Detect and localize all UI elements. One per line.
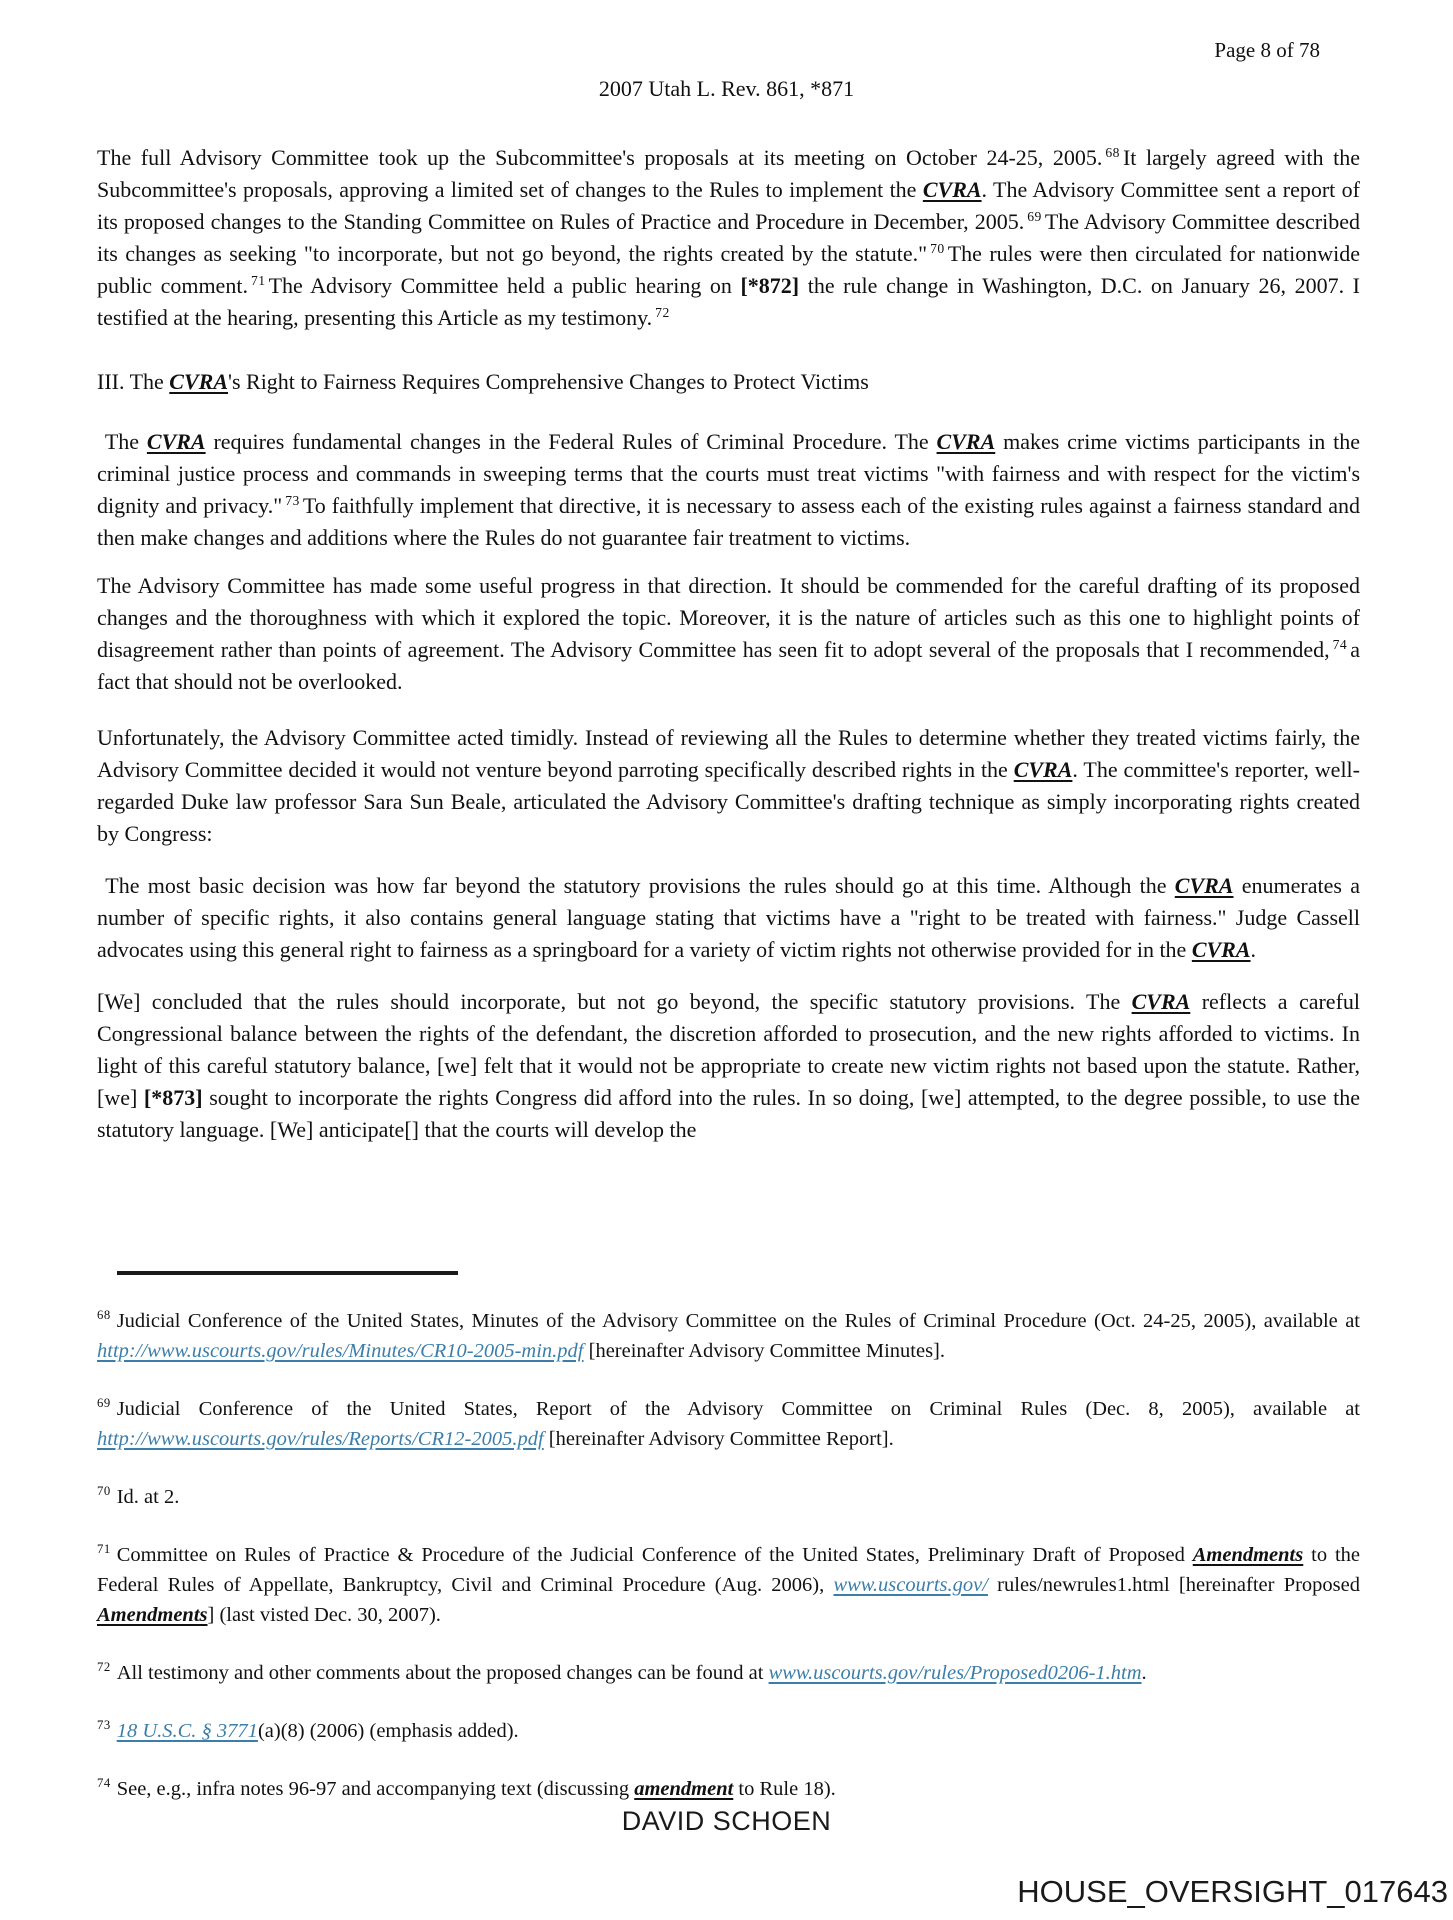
page-marker: [*873] <box>143 1085 203 1110</box>
footnote-number: 71 <box>97 1542 111 1557</box>
text-run: The Advisory Committee described its changes as seeking "to incorporate, but not go beyond, the rights created by the statute." <box>97 209 1360 266</box>
text-run: enumerates a number of specific rights, it also contains general language stating that victims have a "right to be treated with fairness." Judge Cassell advocates using this general right to fairness as a springboard for a variety of victim rights not otherwise provided for in the <box>97 873 1361 962</box>
text-run: requires fundamental changes in the Federal Rules of Criminal Procedure. The <box>205 429 937 454</box>
emphasized-term: CVRA <box>922 177 982 202</box>
text-run: [hereinafter Advisory Committee Report]. <box>543 1428 894 1450</box>
text-run: to Rule 18). <box>733 1778 836 1800</box>
footnote-number: 73 <box>97 1718 111 1733</box>
page-number-label: Page 8 of 78 <box>1214 38 1320 62</box>
text-run: . <box>1250 937 1257 962</box>
emphasized-term: CVRA <box>146 429 206 454</box>
text-run: [We] concluded that the rules should incorporate, but not go beyond, the specific statutory provisions. The <box>97 989 1132 1014</box>
emphasized-term: CVRA <box>1131 989 1191 1014</box>
footnote-number: 68 <box>97 1308 111 1323</box>
emphasized-term: CVRA <box>1191 937 1251 962</box>
text-run: III. The <box>97 369 170 394</box>
hyperlink[interactable]: http://www.uscourts.gov/rules/Minutes/CR10-2005-min.pdf <box>97 1340 584 1362</box>
footnote-reference: 73 <box>285 492 300 508</box>
text-run: rules/newrules1.html [hereinafter Proposed <box>987 1574 1360 1596</box>
text-run: Committee on Rules of Practice & Procedure of the Judicial Conference of the United States, Preliminary Draft of Proposed <box>116 1544 1193 1566</box>
text-run: sought to incorporate the rights Congress did afford into the rules. In so doing, [we] attempted, to the degree possible, to use the statutory language. [We] anticipate[] that the courts will develop the <box>97 1085 1360 1142</box>
hyperlink[interactable]: www.uscourts.gov/ <box>833 1574 988 1596</box>
text-run: . The committee's reporter, well-regarded Duke law professor Sara Sun Beale, articulated the Advisory Committee's drafting technique as simply incorporating rights created by Congress: <box>97 757 1361 846</box>
footnote-number: 72 <box>97 1660 111 1675</box>
footnote <box>97 1774 1360 1804</box>
text-run: The <box>97 429 147 454</box>
text-run: It largely agreed with the Subcommittee's proposals, approving a limited set of changes to the Rules to implement the <box>97 145 1360 202</box>
paragraph <box>97 870 1360 966</box>
emphasized-term: CVRA <box>169 369 228 394</box>
text-run: to the Federal Rules of Appellate, Bankruptcy, Civil and Criminal Procedure (Aug. 2006), <box>97 1544 1360 1596</box>
text-run: Judicial Conference of the United States, Report of the Advisory Committee on Criminal Rules (Dec. 8, 2005), available at <box>116 1398 1360 1420</box>
text-run: Judicial Conference of the United States, Minutes of the Advisory Committee on the Rules of Criminal Procedure (Oct. 24-25, 2005), available at <box>116 1310 1360 1332</box>
bates-number: HOUSE_OVERSIGHT_017643 <box>1017 1874 1448 1909</box>
emphasized-term: amendment <box>634 1778 734 1800</box>
emphasized-term: CVRA <box>1174 873 1234 898</box>
footnote-reference: 72 <box>655 304 670 320</box>
text-run: Unfortunately, the Advisory Committee acted timidly. Instead of reviewing all the Rules to determine whether they treated victims fairly, the Advisory Committee decided it would not venture beyond parroting specifically described rights in the <box>97 725 1360 782</box>
footnote-reference: 71 <box>250 272 266 288</box>
emphasized-term: CVRA <box>936 429 996 454</box>
hyperlink[interactable]: http://www.uscourts.gov/rules/Reports/CR12-2005.pdf <box>97 1428 544 1450</box>
text-run: The Advisory Committee held a public hearing on <box>268 273 741 298</box>
text-run: To faithfully implement that directive, it is necessary to assess each of the existing rules against a fairness standard and then make changes and additions where the Rules do not guarantee fair treatment to victims. <box>97 493 1360 550</box>
footnote <box>97 1482 1360 1512</box>
footnote <box>97 1394 1360 1454</box>
emphasized-term: Amendments <box>97 1604 208 1626</box>
footnote-number: 69 <box>97 1396 111 1411</box>
footnote-number: 74 <box>97 1776 111 1791</box>
footnote <box>97 1306 1360 1366</box>
text-run: a fact that should not be overlooked. <box>97 637 1360 694</box>
text-run: . <box>1141 1662 1147 1684</box>
text-run: All testimony and other comments about the proposed changes can be found at <box>116 1662 769 1684</box>
page-marker: [*872] <box>740 273 800 298</box>
text-run: Id. at 2. <box>116 1486 180 1508</box>
footnote-reference: 70 <box>930 240 945 256</box>
footnote <box>97 1540 1360 1630</box>
paragraph <box>97 142 1360 334</box>
footnotes <box>97 1306 1360 1832</box>
paragraph <box>97 570 1360 698</box>
hyperlink[interactable]: www.uscourts.gov/rules/Proposed0206-1.htm <box>768 1662 1142 1684</box>
footnote-reference: 74 <box>1332 636 1348 652</box>
text-run: The rules were then circulated for nationwide public comment. <box>97 241 1360 298</box>
text-run: reflects a careful Congressional balance between the rights of the defendant, the discretion afforded to prosecution, and the new rights afforded to victims. In light of this careful statutory balance, [we] felt that it would not be appropriate to create new victim rights not based upon the statute. Rather, [we] <box>97 989 1361 1110</box>
citation-header: 2007 Utah L. Rev. 861, *871 <box>598 76 855 101</box>
document-body <box>97 142 1360 1146</box>
hyperlink[interactable]: 18 U.S.C. § 3771 <box>116 1720 258 1742</box>
paragraph <box>97 426 1360 554</box>
emphasized-term: CVRA <box>1013 757 1073 782</box>
footnote-reference: 69 <box>1027 208 1042 224</box>
text-run: . The Advisory Committee sent a report of its proposed changes to the Standing Committee on Rules of Practice and Procedure in December, 2005. <box>97 177 1360 234</box>
text-run: ] (last visted Dec. 30, 2007). <box>207 1604 441 1626</box>
author-name: DAVID SCHOEN <box>621 1806 832 1836</box>
paragraph <box>97 722 1360 850</box>
text-run: makes crime victims participants in the criminal justice process and commands in sweeping terms that the courts must treat victims "with fairness and with respect for the victim's dignity and privacy." <box>97 429 1361 518</box>
footnote-separator <box>117 1271 458 1275</box>
text-run: The full Advisory Committee took up the Subcommittee's proposals at its meeting on October 24-25, 2005. <box>97 145 1103 170</box>
text-run: The most basic decision was how far beyond the statutory provisions the rules should go at this time. Although the <box>97 873 1175 898</box>
emphasized-term: Amendments <box>1192 1544 1304 1566</box>
text-run: 's Right to Fairness Requires Comprehensive Changes to Protect Victims <box>228 369 869 394</box>
footnote <box>97 1716 1360 1746</box>
text-run: See, e.g., infra notes 96-97 and accompanying text (discussing <box>116 1778 635 1800</box>
text-run: [hereinafter Advisory Committee Minutes]. <box>583 1340 946 1362</box>
footnote-number: 70 <box>97 1484 111 1499</box>
text-run: the rule change in Washington, D.C. on January 26, 2007. I testified at the hearing, presenting this Article as my testimony. <box>97 273 1360 330</box>
section-heading <box>97 366 1360 398</box>
paragraph <box>97 986 1360 1146</box>
footnote <box>97 1658 1360 1688</box>
text-run: The Advisory Committee has made some useful progress in that direction. It should be commended for the careful drafting of its proposed changes and the thoroughness with which it explored the topic. Moreover, it is the nature of articles such as this one to highlight points of disagreement rather than points of agreement. The Advisory Committee has seen fit to adopt several of the proposals that I recommended, <box>97 573 1360 662</box>
footnote-reference: 68 <box>1105 144 1120 160</box>
text-run: (a)(8) (2006) (emphasis added). <box>257 1720 519 1742</box>
